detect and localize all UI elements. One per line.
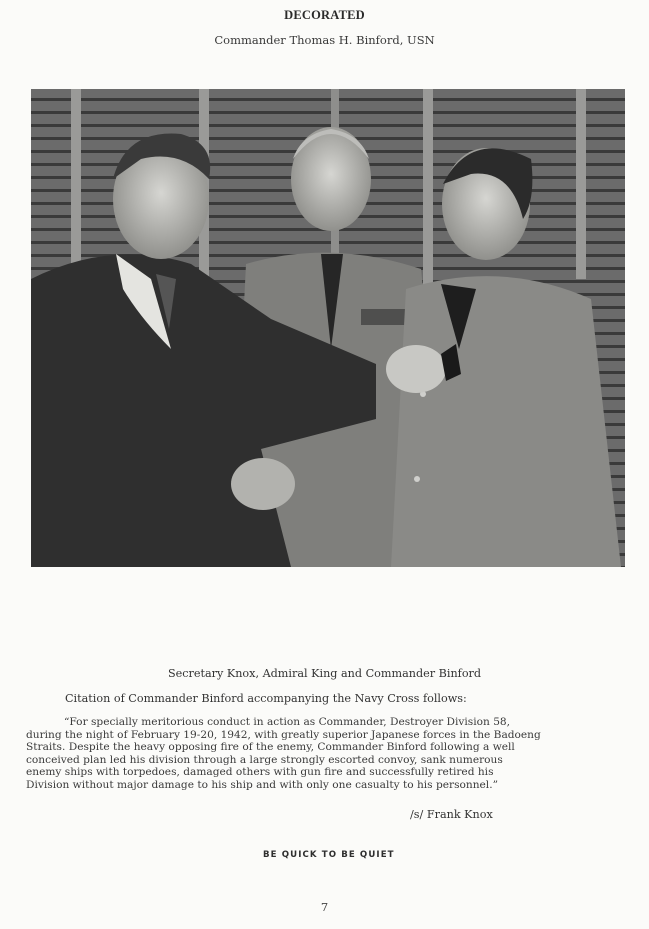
motto: BE QUICK TO BE QUIET bbox=[263, 850, 395, 860]
page-subtitle: Commander Thomas H. Binford, USN bbox=[214, 33, 435, 47]
window-frame-post bbox=[71, 89, 81, 289]
ceremony-photograph bbox=[31, 89, 625, 567]
handshake bbox=[231, 458, 295, 510]
citation-line: Straits. Despite the heavy opposing fire of the enemy, Commander Binford following a well bbox=[26, 741, 515, 754]
hand bbox=[386, 345, 446, 393]
window-frame-post bbox=[423, 89, 433, 309]
photo-caption: Secretary Knox, Admiral King and Commander Binford bbox=[167, 667, 482, 680]
citation-line: Division without major damage to his ship and with only one casualty to his personnel.” bbox=[26, 778, 498, 791]
page-title: DECORATED bbox=[284, 8, 365, 22]
citation-line: “For specially meritorious conduct in action as Commander, Destroyer Division 58, bbox=[64, 716, 511, 728]
citation-line: enemy ships with torpedoes, damaged others with gun fire and successfully retired his bbox=[26, 766, 494, 779]
page-number: 7 bbox=[320, 900, 329, 914]
window-frame-post bbox=[576, 89, 586, 279]
photo-illustration bbox=[31, 89, 625, 567]
citation-intro: Citation of Commander Binford accompanying the Navy Cross follows: bbox=[65, 692, 467, 705]
citation-line: conceived plan led his division through a large strongly escorted convoy, sank numerous bbox=[26, 753, 503, 766]
signature: /s/ Frank Knox bbox=[410, 808, 493, 821]
citation-line: during the night of February 19-20, 1942, with greatly superior Japanese forces in the Badoeng bbox=[26, 728, 541, 741]
citation-text bbox=[26, 716, 626, 792]
